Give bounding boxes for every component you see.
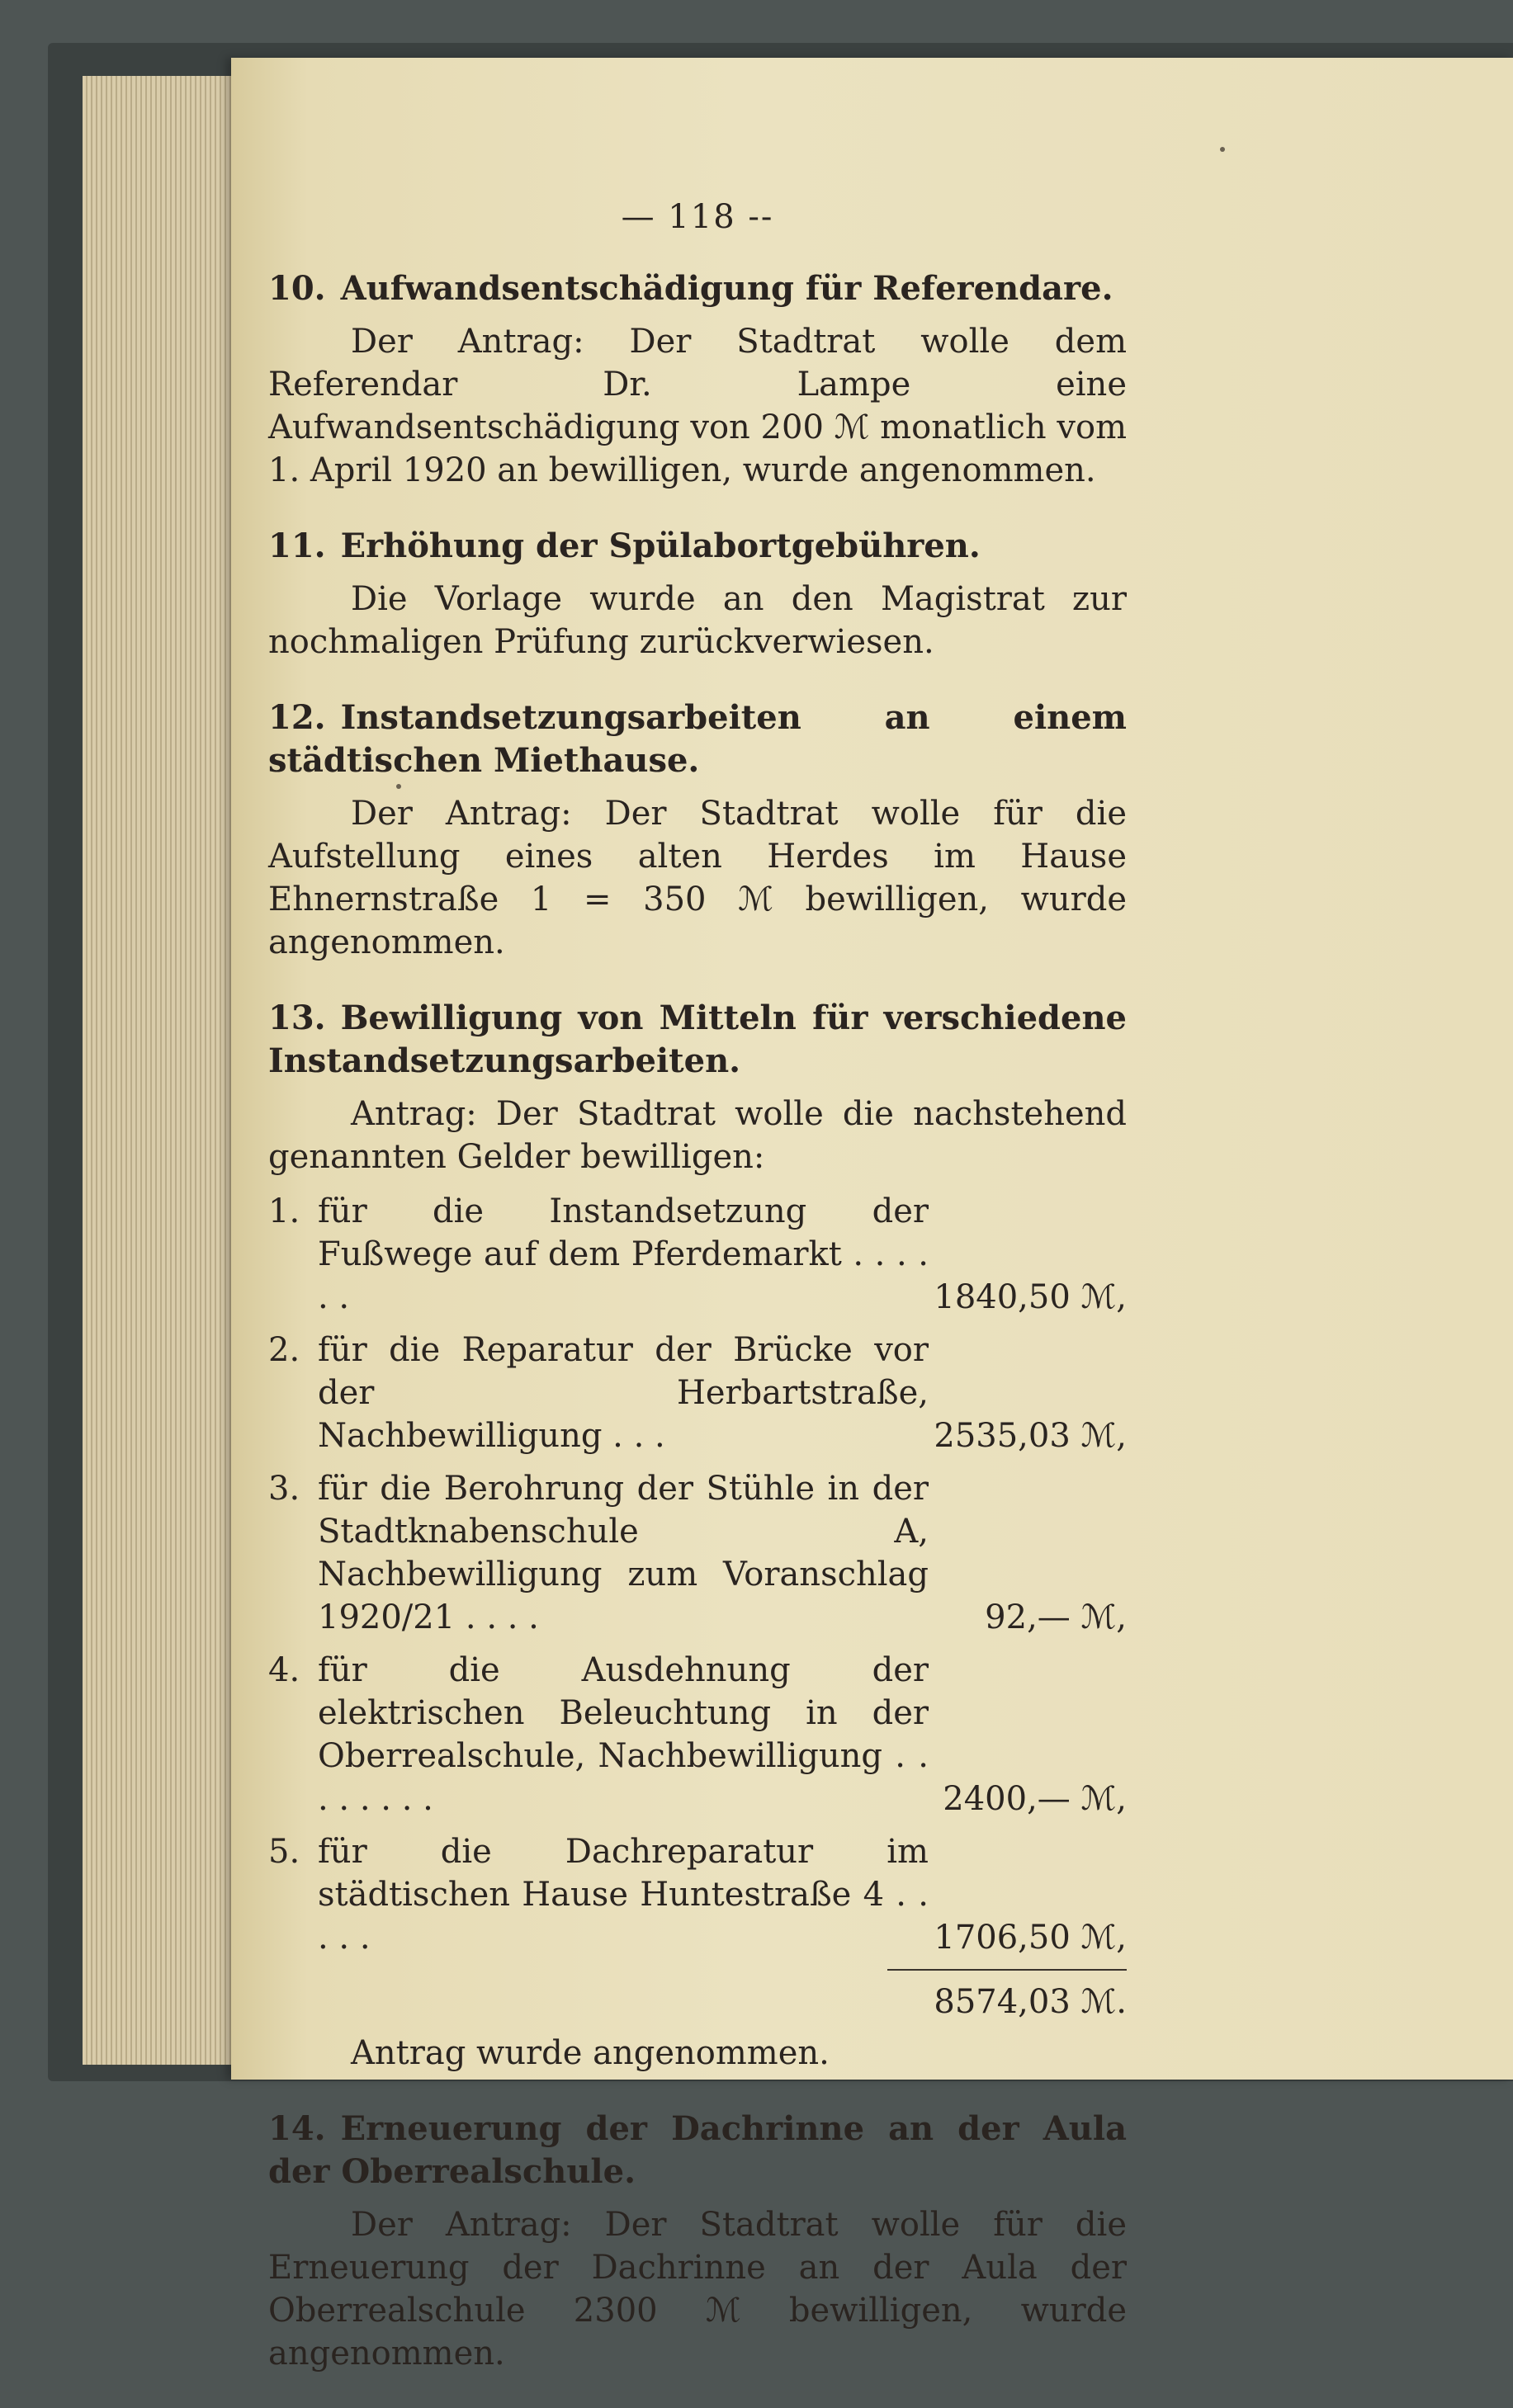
section-heading	[268, 696, 1127, 782]
list-item	[268, 1830, 1127, 1959]
section-13	[268, 997, 1127, 2075]
paper-spot	[1220, 147, 1225, 152]
page-edges	[83, 76, 239, 2065]
section-11	[268, 525, 1127, 663]
page-content	[268, 198, 1127, 2408]
item-text: für die Reparatur der Brücke vor der Herbartstraße, Nachbewilligung . . .	[318, 1331, 929, 1455]
paper-spot	[396, 784, 401, 789]
section-heading	[268, 997, 1127, 1083]
section-heading	[268, 525, 1127, 568]
section-title: Bewilligung von Mitteln für verschiedene Instandsetzungsarbeiten.	[268, 999, 1127, 1080]
section-paragraph: Der Antrag: Der Stadtrat wolle für die Erneuerung der Dachrinne an der Aula der Oberrealschule 2300 ℳ bewilligen, wurde angenommen.	[268, 2206, 1127, 2373]
section-10	[268, 267, 1127, 492]
section-number: 11.	[268, 526, 326, 565]
section-number: 13.	[268, 999, 326, 1037]
section-paragraph: Die Vorlage wurde an den Magistrat zur nochmaligen Prüfung zurückverwiesen.	[268, 580, 1127, 661]
section-number: 14.	[268, 2109, 326, 2148]
item-text: für die Berohrung der Stühle in der Stadtknabenschule A, Nachbewilligung zum Voranschlag 1920/21 . . . .	[318, 1470, 929, 1636]
item-amount: 1706,50 ℳ,	[934, 1919, 1127, 1957]
section-title: Erhöhung der Spülabortgebühren.	[340, 526, 981, 565]
list-item	[268, 1190, 1127, 1319]
appropriation-list	[268, 1190, 1127, 1959]
item-amount: 92,— ℳ,	[985, 1598, 1127, 1636]
section-number: 10.	[268, 269, 326, 308]
item-number: 5.	[268, 1833, 300, 1871]
item-amount: 2400,— ℳ,	[943, 1780, 1127, 1818]
item-amount: 1840,50 ℳ,	[934, 1278, 1127, 1316]
section-14	[268, 2108, 1127, 2375]
list-item	[268, 1329, 1127, 1457]
item-number: 1.	[268, 1192, 300, 1230]
total-amount: 8574,03 ℳ.	[934, 1983, 1127, 2021]
list-item	[268, 1467, 1127, 1639]
item-amount: 2535,03 ℳ,	[934, 1417, 1127, 1455]
section-12	[268, 696, 1127, 964]
item-number: 2.	[268, 1331, 300, 1369]
section-paragraph: Der Antrag: Der Stadtrat wolle dem Referendar Dr. Lampe eine Aufwandsentschädigung von 200 ℳ monatlich vom 1. April 1920 an bewilligen, wurde angenommen.	[268, 323, 1127, 489]
section-paragraph: Antrag: Der Stadtrat wolle die nachstehend genannten Gelder bewilligen:	[268, 1095, 1127, 1176]
section-heading	[268, 2108, 1127, 2193]
section-title: Aufwandsentschädigung für Referendare.	[340, 269, 1113, 308]
item-number: 4.	[268, 1651, 300, 1689]
page-number: — 118 --	[621, 198, 774, 236]
section-number: 12.	[268, 698, 326, 737]
item-text: für die Dachreparatur im städtischen Hause Huntestraße 4 . . . . .	[318, 1833, 929, 1957]
section-title: Instandsetzungsarbeiten an einem städtischen Miethause.	[268, 698, 1127, 780]
item-text: für die Ausdehnung der elektrischen Beleuchtung in der Oberrealschule, Nachbewilligung . . . . . . . .	[318, 1651, 929, 1818]
item-number: 3.	[268, 1470, 300, 1508]
section-heading	[268, 267, 1127, 310]
section-paragraph: Der Antrag: Der Stadtrat wolle für die Aufstellung eines alten Herdes im Hause Ehnernstraße 1 = 350 ℳ bewilligen, wurde angenommen.	[268, 795, 1127, 961]
list-item	[268, 1649, 1127, 1820]
section-title: Erneuerung der Dachrinne an der Aula der Oberrealschule.	[268, 2109, 1127, 2191]
total-rule	[887, 1969, 1127, 1971]
closing-line: Antrag wurde angenommen.	[351, 2034, 830, 2072]
item-text: für die Instandsetzung der Fußwege auf dem Pferdemarkt . . . . . .	[318, 1192, 929, 1316]
